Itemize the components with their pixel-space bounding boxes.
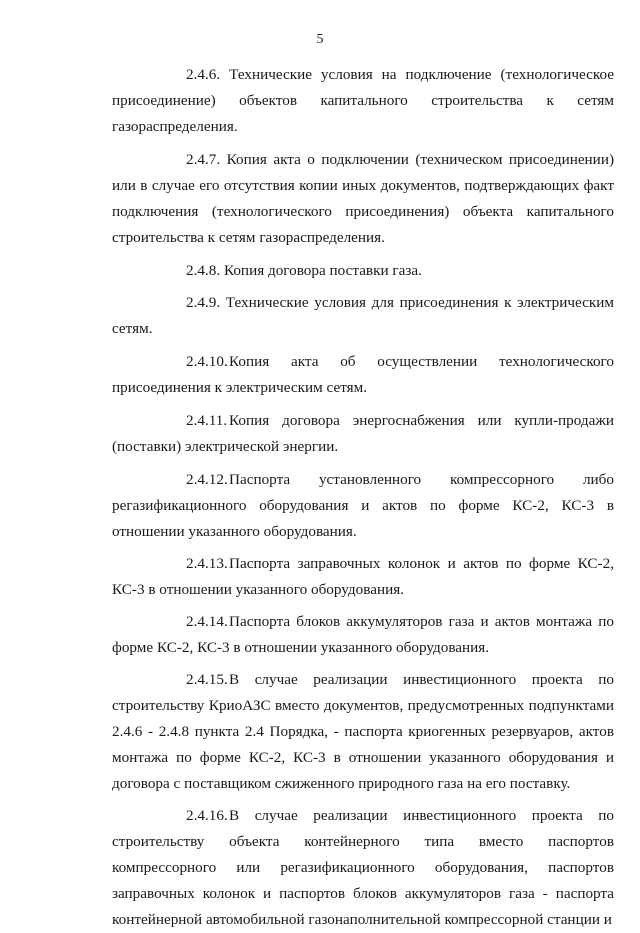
paragraph-2-4-10 [112, 349, 614, 401]
paragraph-text: Копия акта об осуществлении технологического присоединения к электрическим сетям. [112, 353, 614, 396]
paragraph-2-4-6 [112, 62, 614, 140]
paragraph-2-4-8 [112, 258, 614, 284]
paragraph-number: 2.4.12. [186, 471, 228, 488]
paragraph-2-4-16 [112, 803, 614, 933]
paragraph-number: 2.4.10. [186, 353, 228, 370]
paragraph-text: В случае реализации инвестиционного проекта по строительству объекта контейнерного типа вместо паспортов компрессорного или регазификационного оборудования, паспортов заправочных колонок и паспортов блоков аккумуляторов газа - паспорта контейнерной автомобильной газонаполнительной компрессорной станции и [112, 807, 614, 928]
paragraph-text: Копия акта о подключении (техническом присоединении) или в случае его отсутствия копии иных документов, подтверждающих факт подключения (технологического присоединения) объекта капитального строительства к сетям газораспределения. [112, 151, 615, 246]
paragraph-2-4-14 [112, 609, 614, 661]
page-number: 5 [316, 32, 324, 47]
paragraph-number: 2.4.14. [186, 613, 228, 630]
paragraph-text: Технические условия для присоединения к электрическим сетям. [112, 294, 614, 337]
paragraph-number: 2.4.8. [186, 262, 221, 279]
paragraph-text: В случае реализации инвестиционного проекта по строительству КриоАЗС вместо документов, предусмотренных подпунктами 2.4.6 - 2.4.8 пункта 2.4 Порядка, - паспорта криогенных резервуаров, актов монтажа по форме КС-2, КС-3 в отношении указанного оборудования и договора с поставщиком сжиженного природного газа на его поставку. [112, 671, 614, 792]
paragraph-2-4-9 [112, 290, 614, 342]
document-body [112, 62, 614, 933]
paragraph-number: 2.4.6. [186, 66, 221, 83]
paragraph-text: Паспорта установленного компрессорного либо регазификационного оборудования и актов по форме КС-2, КС-3 в отношении указанного оборудования. [112, 471, 614, 540]
paragraph-number: 2.4.9. [186, 294, 221, 311]
paragraph-text: Технические условия на подключение (технологическое присоединение) объектов капитального строительства к сетям газораспределения. [112, 66, 614, 135]
paragraph-number: 2.4.15. [186, 671, 228, 688]
paragraph-text: Копия договора поставки газа. [223, 262, 422, 279]
paragraph-2-4-11 [112, 408, 614, 460]
paragraph-2-4-13 [112, 551, 614, 603]
paragraph-2-4-15 [112, 667, 614, 797]
paragraph-number: 2.4.13. [186, 555, 228, 572]
paragraph-text: Паспорта блоков аккумуляторов газа и актов монтажа по форме КС-2, КС-3 в отношении указанного оборудования. [112, 613, 614, 656]
paragraph-2-4-12 [112, 467, 614, 545]
paragraph-text: Паспорта заправочных колонок и актов по форме КС-2, КС-3 в отношении указанного оборудования. [112, 555, 614, 598]
paragraph-number: 2.4.7. [186, 151, 221, 168]
paragraph-number: 2.4.11. [186, 412, 228, 429]
paragraph-text: Копия договора энергоснабжения или купли-продажи (поставки) электрической энергии. [112, 412, 614, 455]
paragraph-2-4-7 [112, 147, 614, 251]
paragraph-number: 2.4.16. [186, 807, 228, 824]
